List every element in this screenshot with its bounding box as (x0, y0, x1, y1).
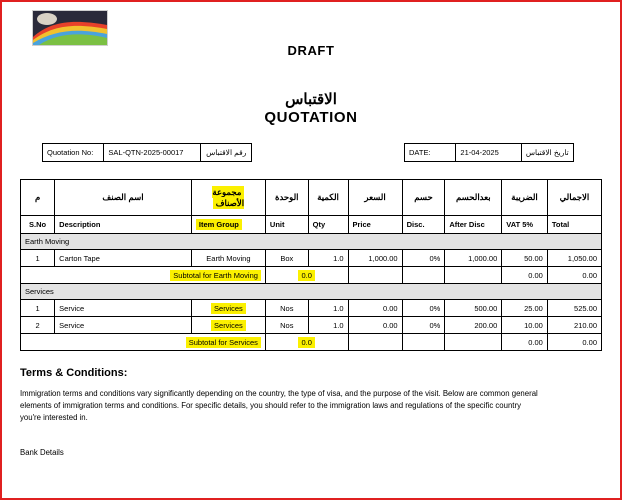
subtotal-qty-highlight: 0.0 (298, 270, 314, 281)
header-disc: Disc. (402, 216, 445, 234)
cell-disc: 0% (402, 250, 445, 267)
cell-sno: 1 (21, 300, 55, 317)
subtotal-qty (265, 267, 348, 284)
group-row (21, 284, 602, 300)
subtotal-row (21, 267, 602, 284)
header-ar-description: اسم الصنف (55, 180, 192, 216)
quotation-no-box (42, 143, 252, 162)
subtotal-vat: 0.00 (502, 334, 548, 351)
items-table (20, 179, 602, 351)
subtotal-label-highlight: Subtotal for Earth Moving (170, 270, 261, 281)
company-logo (32, 10, 108, 46)
subtotal-after-disc-blank (445, 267, 502, 284)
subtotal-price-blank (348, 267, 402, 284)
cell-vat: 25.00 (502, 300, 548, 317)
subtotal-disc-blank (402, 267, 445, 284)
header-sno: S.No (21, 216, 55, 234)
cell-total: 210.00 (547, 317, 601, 334)
cell-item-group-highlight: Services (211, 303, 246, 314)
cell-vat: 10.00 (502, 317, 548, 334)
header-total: Total (547, 216, 601, 234)
quotation-no-value: SAL-QTN-2025-00017 (104, 144, 201, 161)
table-row (21, 250, 602, 267)
cell-after-disc: 200.00 (445, 317, 502, 334)
header-ar-after-disc: بعدالحسم (445, 180, 502, 216)
terms-heading: Terms & Conditions: (20, 367, 128, 379)
header-ar-unit: الوحدة (265, 180, 308, 216)
cell-unit: Box (265, 250, 308, 267)
cell-price: 0.00 (348, 317, 402, 334)
subtotal-vat: 0.00 (502, 267, 548, 284)
cell-description: Service (55, 317, 192, 334)
subtotal-total: 0.00 (547, 334, 601, 351)
table-row (21, 317, 602, 334)
cell-after-disc: 1,000.00 (445, 250, 502, 267)
meta-row (20, 143, 602, 163)
subtotal-qty (265, 334, 348, 351)
header-description: Description (55, 216, 192, 234)
header-item-group (191, 216, 265, 234)
header-after-disc: After Disc (445, 216, 502, 234)
cell-sno: 2 (21, 317, 55, 334)
group-row (21, 234, 602, 250)
cell-qty: 1.0 (308, 300, 348, 317)
header-ar-disc: حسم (402, 180, 445, 216)
date-box (404, 143, 574, 162)
title-english: QUOTATION (264, 109, 358, 126)
cell-sno: 1 (21, 250, 55, 267)
bank-details-label: Bank Details (20, 448, 64, 458)
table-row (21, 300, 602, 317)
subtotal-after-disc-blank (445, 334, 502, 351)
table-header-arabic (21, 180, 602, 216)
header-unit: Unit (265, 216, 308, 234)
cell-unit: Nos (265, 300, 308, 317)
subtotal-row (21, 334, 602, 351)
draft-label: DRAFT (287, 43, 335, 58)
logo-image (33, 11, 107, 45)
title-arabic: الاقتباس (285, 91, 337, 108)
subtotal-qty-highlight: 0.0 (298, 337, 314, 348)
header-ar-qty: الكمية (308, 180, 348, 216)
quotation-no-label-arabic: رقم الاقتباس (206, 148, 247, 157)
group-name: Earth Moving (21, 234, 602, 250)
cell-total: 1,050.00 (547, 250, 601, 267)
document-body (2, 2, 620, 498)
cell-item-group-highlight: Services (211, 320, 246, 331)
cell-vat: 50.00 (502, 250, 548, 267)
cell-description: Carton Tape (55, 250, 192, 267)
cell-qty: 1.0 (308, 317, 348, 334)
subtotal-label-highlight: Subtotal for Services (186, 337, 261, 348)
cell-item-group: Earth Moving (191, 250, 265, 267)
cell-qty: 1.0 (308, 250, 348, 267)
header-vat: VAT 5% (502, 216, 548, 234)
header-ar-item-group-highlight: مجموعة الأصناف (212, 186, 245, 208)
group-name: Services (21, 284, 602, 300)
date-value: 21-04-2025 (456, 144, 521, 161)
header-ar-price: السعر (348, 180, 402, 216)
header-item-group-highlight: Item Group (196, 219, 242, 230)
cell-price: 0.00 (348, 300, 402, 317)
cell-description: Service (55, 300, 192, 317)
cell-unit: Nos (265, 317, 308, 334)
terms-body: Immigration terms and conditions vary significantly depending on the country, the type of visa, and the purpose of the visit. Below are common general elements of immigration terms and conditions. For specific details, you should refer to the immigration laws and regulations of the specific country you're interested in. (20, 389, 538, 423)
cell-item-group (191, 300, 265, 317)
header-qty: Qty (308, 216, 348, 234)
cell-disc: 0% (402, 300, 445, 317)
cell-price: 1,000.00 (348, 250, 402, 267)
subtotal-label (21, 334, 266, 351)
cell-after-disc: 500.00 (445, 300, 502, 317)
quotation-no-label: Quotation No: (43, 144, 104, 161)
table-header-english (21, 216, 602, 234)
date-label-arabic: تاريخ الاقتباس (525, 148, 569, 157)
date-label: DATE: (405, 144, 456, 161)
header-ar-sno: م (21, 180, 55, 216)
cell-disc: 0% (402, 317, 445, 334)
cell-total: 525.00 (547, 300, 601, 317)
cell-item-group (191, 317, 265, 334)
subtotal-disc-blank (402, 334, 445, 351)
subtotal-total: 0.00 (547, 267, 601, 284)
header-ar-item-group (191, 180, 265, 216)
header-ar-total: الاجمالي (547, 180, 601, 216)
header-ar-vat: الضريبة (502, 180, 548, 216)
subtotal-label (21, 267, 266, 284)
header-price: Price (348, 216, 402, 234)
subtotal-price-blank (348, 334, 402, 351)
